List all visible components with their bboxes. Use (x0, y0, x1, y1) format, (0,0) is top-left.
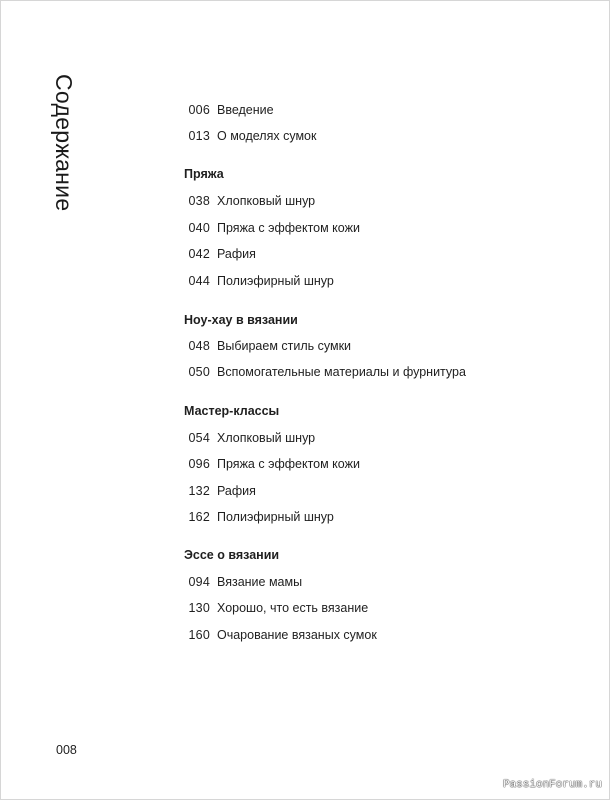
toc-entry[interactable] (184, 454, 360, 474)
toc-entry[interactable] (184, 244, 256, 264)
toc-entry-label: Хлопковый шнур (217, 194, 316, 208)
toc-entry[interactable] (184, 625, 377, 645)
toc-entry-label: О моделях сумок (217, 129, 317, 143)
toc-entry-label: Очарование вязаных сумок (217, 628, 377, 642)
toc-entry-label: Полиэфирный шнур (217, 510, 334, 524)
toc-page-number: 040 (188, 221, 210, 235)
toc-page-number: 006 (188, 103, 210, 117)
toc-page-number: 132 (188, 484, 210, 498)
section-heading: Ноу-хау в вязании (184, 313, 298, 327)
toc-entry[interactable] (184, 271, 334, 291)
toc-entry[interactable] (184, 598, 368, 618)
toc-entry-label: Хлопковый шнур (217, 431, 316, 445)
toc-entry[interactable] (184, 428, 315, 448)
section-heading: Эссе о вязании (184, 548, 280, 562)
toc-page-number: 050 (188, 365, 210, 379)
toc-entry[interactable] (184, 191, 315, 211)
toc-entry-label: Рафия (217, 484, 256, 498)
toc-entry-label: Выбираем стиль сумки (217, 339, 352, 353)
toc-entry[interactable] (184, 218, 360, 238)
section-heading: Пряжа (184, 167, 224, 181)
toc-page-number: 042 (188, 247, 210, 261)
toc-page-number: 048 (188, 339, 210, 353)
toc-page-number: 160 (188, 628, 210, 642)
toc-entry-label: Пряжа с эффектом кожи (217, 457, 360, 471)
watermark: PassionForum.ru (502, 779, 602, 791)
toc-page-number: 038 (188, 194, 210, 208)
toc-entry[interactable] (184, 336, 351, 356)
page-title: Содержание (51, 74, 77, 212)
toc-page-number: 162 (188, 510, 210, 524)
toc-page-number: 044 (188, 274, 210, 288)
page-number: 008 (56, 743, 77, 757)
toc-entry[interactable] (184, 362, 466, 382)
toc-entry-label: Рафия (217, 247, 256, 261)
toc-entry[interactable] (184, 507, 334, 527)
toc-entry[interactable] (184, 481, 256, 501)
toc-entry-label: Полиэфирный шнур (217, 274, 334, 288)
toc-page-number: 096 (188, 457, 210, 471)
toc-page-number: 094 (188, 575, 210, 589)
toc-entry-label: Вспомогательные материалы и фурнитура (217, 365, 466, 379)
toc-entry-label: Введение (217, 103, 274, 117)
toc-page-number: 013 (188, 129, 210, 143)
toc-page-number: 054 (188, 431, 210, 445)
section-heading: Мастер-классы (184, 404, 280, 418)
toc-entry-label: Пряжа с эффектом кожи (217, 221, 360, 235)
toc-entry[interactable] (184, 126, 316, 146)
toc-entry[interactable] (184, 100, 274, 120)
toc-entry-label: Вязание мамы (217, 575, 303, 589)
toc-entry-label: Хорошо, что есть вязание (217, 601, 369, 615)
toc-page-number: 130 (188, 601, 210, 615)
toc-entry[interactable] (184, 572, 302, 592)
